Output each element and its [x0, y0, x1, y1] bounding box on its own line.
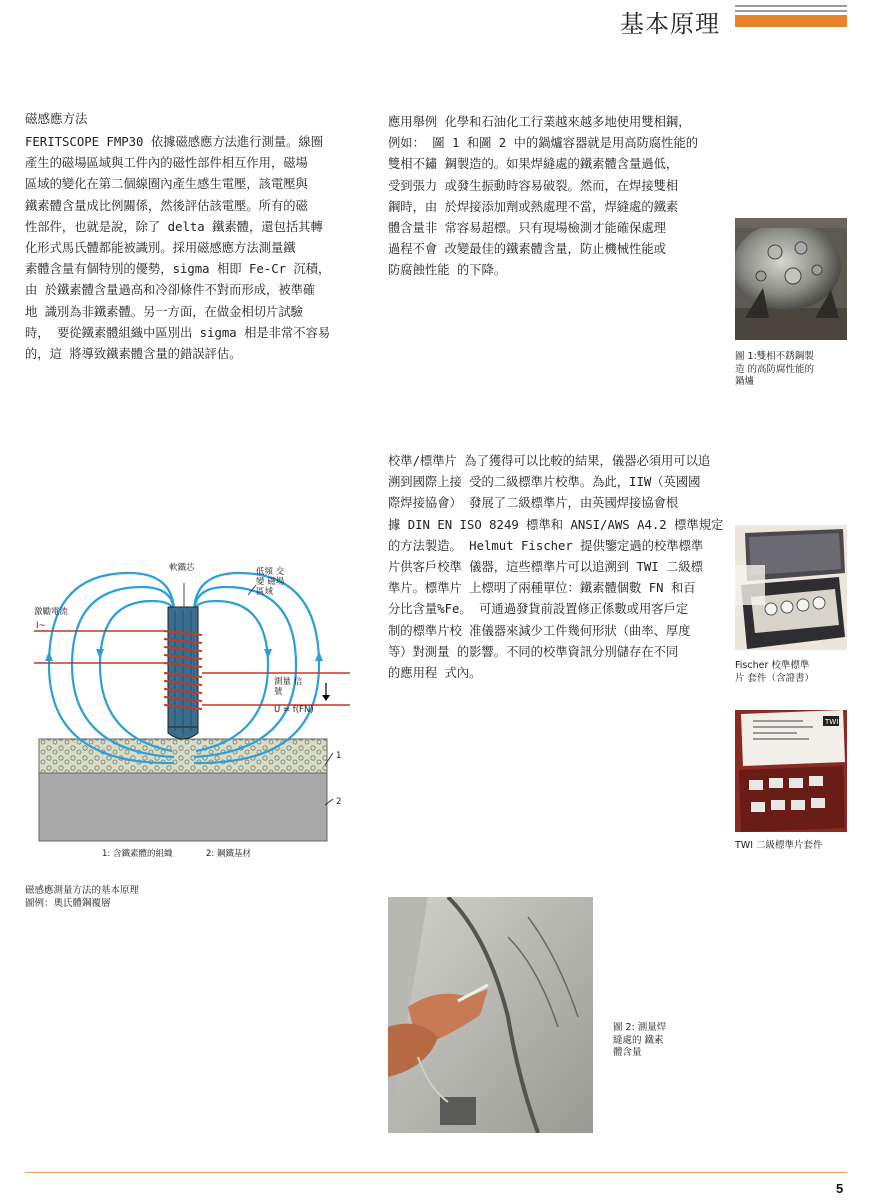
calibration-paragraph: [388, 451, 728, 684]
paragraph-line: 過程不會 改變最佳的鐵素體含量，防止機械性能或: [388, 242, 666, 257]
caption-line: 圖例：奧氏體鋼覆層: [25, 897, 111, 909]
magnetic-induction-diagram: [34, 555, 350, 865]
paragraph-line: 受到張力 或發生振動時容易破裂。然而，在焊接雙相: [388, 178, 679, 193]
paragraph-line: 際焊接協會） 發展了二級標準片，由英國焊接協會根: [388, 496, 679, 511]
caption-line: 磁感應測量方法的基本原理: [25, 885, 140, 896]
paragraph-line: 的，這 將導致鐵素體含量的錯誤評估。: [25, 347, 242, 362]
paragraph-line: FERITSCOPE FMP30 依據磁感應方法進行測量。線圈: [25, 135, 324, 149]
paragraph-line: 例如： 圖 1 和圖 2 中的鍋爐容器就是用高防腐性能的: [388, 136, 699, 151]
paragraph-line: 片供客戶校準 儀器，這些標準片可以追溯到 TWI 二級標: [388, 560, 703, 575]
twi-logo: TWI: [825, 718, 839, 726]
caption-line: Fischer 校準標準: [735, 660, 810, 671]
paragraph-line: 鋼時，由 於焊接添加劑或熱處理不當，焊縫處的鐵素: [388, 199, 679, 214]
page-title: 基本原理: [620, 10, 720, 38]
fischer-kit-caption: [735, 660, 814, 685]
field-region-label: [256, 567, 284, 597]
caption-line: 片 套件（含證書）: [735, 672, 815, 684]
legend-ferrite-layer: 1: 含鐵素體的組織: [102, 849, 173, 859]
header-accent-bar: [735, 5, 847, 27]
label-line: 低頻 交: [256, 567, 285, 577]
footer-divider: [25, 1172, 847, 1173]
twi-kit-caption: [735, 840, 823, 853]
soft-iron-core-label: 軟鐵芯: [169, 563, 195, 573]
left-column-paragraph: [25, 132, 355, 365]
caption-line: 圖 2: 測量焊: [613, 1022, 667, 1033]
weld-measurement-photo: [388, 897, 593, 1133]
page-number: 5: [836, 1181, 844, 1196]
paragraph-line: 素體含量有個特別的優勢，sigma 相即 Fe-Cr 沉積，: [25, 262, 331, 277]
paragraph-line: 的應用程 式內。: [388, 666, 482, 681]
excitation-current-label: 激勵電流: [34, 607, 69, 617]
paragraph-line: 等）對測量 的影響。不同的校準資訊分別儲存在不同: [388, 644, 679, 659]
twi-standard-kit-photo: [735, 710, 847, 832]
layer-2-number: 2: [336, 797, 342, 807]
figure-2-caption: [613, 1022, 666, 1060]
paragraph-line: 雙相不鏽 鋼製造的。如果焊縫處的鐵素體含量過低，: [388, 157, 679, 172]
layer-1-number: 1: [336, 751, 342, 761]
section-heading-magnetic-induction: 磁感應方法: [25, 111, 88, 126]
paragraph-line: 的方法製造。 Helmut Fischer 提供鑒定過的校準標準: [388, 538, 704, 553]
legend-steel-base: 2: 鋼鐵基材: [206, 849, 251, 859]
fischer-calibration-kit-photo: [735, 525, 847, 650]
caption-line: 體含量: [613, 1047, 642, 1058]
paragraph-line: 制的標準片校 准儀器來減少工件幾何形狀（曲率、厚度: [388, 623, 691, 638]
paragraph-line: 準片。標準片 上標明了兩種單位：鐵素體個數 FN 和百: [388, 581, 696, 596]
paragraph-line: 由 於鐵素體含量過高和冷卻條件不對而形成，被準確: [25, 283, 316, 298]
label-line: 區域: [256, 587, 274, 597]
caption-line: 圖 1:雙相不銹鋼製: [735, 351, 814, 362]
label-line: 號: [274, 687, 283, 697]
application-example-paragraph: [388, 112, 718, 282]
paragraph-line: 溯到國際上接 受的二級標準片校準。為此，IIW（英國國: [388, 475, 701, 490]
paragraph-line: 校準/標準片 為了獲得可以比較的結果，儀器必須用可以追: [388, 454, 711, 468]
paragraph-line: 地 識別為非鐵素體。另一方面，在做金相切片試驗: [25, 304, 303, 319]
caption-line: TWI 二級標準片套件: [735, 840, 823, 851]
diagram-caption: [25, 885, 139, 910]
label-line: 變 磁場: [256, 577, 285, 587]
paragraph-line: 防腐蝕性能 的下降。: [388, 263, 507, 278]
label-line: 測量 信: [274, 677, 303, 687]
caption-line: 鍋爐: [735, 376, 755, 387]
ac-symbol: I~: [36, 621, 46, 631]
caption-line: 縫處的 鐵素: [613, 1034, 664, 1046]
paragraph-line: 據 DIN EN ISO 8249 標準和 ANSI/AWS A4.2 標準規定: [388, 517, 724, 532]
paragraph-line: 時， 要從鐵素體組織中區別出 sigma 相是非常不容易: [25, 325, 331, 340]
measurement-signal-label: [274, 677, 302, 697]
paragraph-line: 應用舉例 化學和石油化工行業越來越多地使用雙相鋼，: [388, 115, 691, 129]
caption-line: 造 的高防腐性能的: [735, 363, 815, 375]
paragraph-line: 分比含量%Fe。 可通過發貨前設置修正係數或用客戶定: [388, 602, 689, 617]
paragraph-line: 鐵素體含量成比例關係，然後評估該電壓。所有的磁: [25, 198, 308, 213]
paragraph-line: 化形式馬氏體都能被識別。採用磁感應方法測量鐵: [25, 241, 296, 256]
boiler-vessel-photo: [735, 218, 847, 340]
paragraph-line: 體含量非 常容易超標。只有現場檢測才能確保處理: [388, 221, 666, 236]
figure-1-caption: [735, 351, 814, 389]
paragraph-line: 區域的變化在第二個線圈內產生感生電壓，該電壓與: [25, 177, 308, 192]
paragraph-line: 產生的磁場區域與工件內的磁性部件相互作用，磁場: [25, 156, 308, 171]
signal-formula: U = f(FN): [274, 705, 314, 715]
paragraph-line: 性部件，也就是說，除了 delta 鐵素體，還包括其轉: [25, 219, 323, 234]
